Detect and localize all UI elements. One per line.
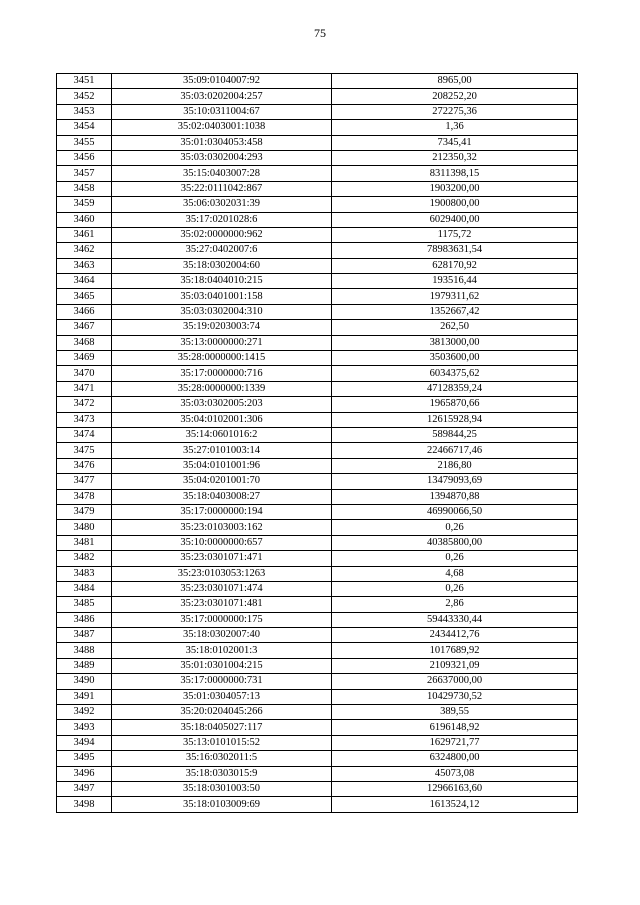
- cadastral-number-cell: 35:23:0103003:162: [112, 520, 332, 535]
- value-cell: 2109321,09: [332, 658, 578, 673]
- row-number-cell: 3474: [57, 427, 112, 442]
- table-row: [57, 581, 578, 596]
- table-row: [57, 335, 578, 350]
- value-cell: 4,68: [332, 566, 578, 581]
- value-cell: 26637000,00: [332, 674, 578, 689]
- row-number-cell: 3498: [57, 797, 112, 812]
- cadastral-number-cell: 35:27:0101003:14: [112, 443, 332, 458]
- table-row: [57, 658, 578, 673]
- cadastral-number-cell: 35:09:0104007:92: [112, 74, 332, 89]
- row-number-cell: 3479: [57, 504, 112, 519]
- value-cell: 1629721,77: [332, 735, 578, 750]
- value-cell: 47128359,24: [332, 381, 578, 396]
- table-row: [57, 351, 578, 366]
- value-cell: 8311398,15: [332, 166, 578, 181]
- table-row: [57, 304, 578, 319]
- value-cell: 628170,92: [332, 258, 578, 273]
- cadastral-number-cell: 35:18:0103009:69: [112, 797, 332, 812]
- value-cell: 208252,20: [332, 89, 578, 104]
- cadastral-number-cell: 35:17:0000000:194: [112, 504, 332, 519]
- cadastral-number-cell: 35:15:0403007:28: [112, 166, 332, 181]
- cadastral-number-cell: 35:04:0201001:70: [112, 474, 332, 489]
- value-cell: 40385800,00: [332, 535, 578, 550]
- table-row: [57, 74, 578, 89]
- value-cell: 1175,72: [332, 227, 578, 242]
- row-number-cell: 3471: [57, 381, 112, 396]
- value-cell: 3503600,00: [332, 351, 578, 366]
- row-number-cell: 3495: [57, 751, 112, 766]
- cadastral-number-cell: 35:23:0103053:1263: [112, 566, 332, 581]
- value-cell: 0,26: [332, 551, 578, 566]
- value-cell: 193516,44: [332, 274, 578, 289]
- page-number: 75: [314, 26, 326, 40]
- row-number-cell: 3484: [57, 581, 112, 596]
- table-row: [57, 258, 578, 273]
- value-cell: 1613524,12: [332, 797, 578, 812]
- table-row: [57, 458, 578, 473]
- value-cell: 1,36: [332, 120, 578, 135]
- value-cell: 6324800,00: [332, 751, 578, 766]
- cadastral-number-cell: 35:23:0301071:474: [112, 581, 332, 596]
- row-number-cell: 3496: [57, 766, 112, 781]
- value-cell: 2186,80: [332, 458, 578, 473]
- cadastral-number-cell: 35:18:0301003:50: [112, 781, 332, 796]
- table-row: [57, 751, 578, 766]
- table-row: [57, 520, 578, 535]
- value-cell: 262,50: [332, 320, 578, 335]
- table-row: [57, 566, 578, 581]
- value-cell: 389,55: [332, 705, 578, 720]
- table-row: [57, 274, 578, 289]
- row-number-cell: 3459: [57, 197, 112, 212]
- cadastral-number-cell: 35:18:0303015:9: [112, 766, 332, 781]
- table-row: [57, 227, 578, 242]
- cadastral-number-cell: 35:23:0301071:471: [112, 551, 332, 566]
- cadastral-number-cell: 35:17:0000000:175: [112, 612, 332, 627]
- table-row: [57, 474, 578, 489]
- row-number-cell: 3469: [57, 351, 112, 366]
- cadastral-number-cell: 35:17:0000000:731: [112, 674, 332, 689]
- value-cell: 212350,32: [332, 150, 578, 165]
- row-number-cell: 3473: [57, 412, 112, 427]
- cadastral-number-cell: 35:03:0202004:257: [112, 89, 332, 104]
- table-row: [57, 381, 578, 396]
- value-cell: 1965870,66: [332, 397, 578, 412]
- value-cell: 6034375,62: [332, 366, 578, 381]
- cadastral-number-cell: 35:18:0302007:40: [112, 628, 332, 643]
- cadastral-number-cell: 35:02:0403001:1038: [112, 120, 332, 135]
- cadastral-number-cell: 35:06:0302031:39: [112, 197, 332, 212]
- table-row: [57, 89, 578, 104]
- row-number-cell: 3466: [57, 304, 112, 319]
- table-row: [57, 104, 578, 119]
- value-cell: 1394870,88: [332, 489, 578, 504]
- row-number-cell: 3476: [57, 458, 112, 473]
- row-number-cell: 3456: [57, 150, 112, 165]
- value-cell: 272275,36: [332, 104, 578, 119]
- table-row: [57, 320, 578, 335]
- cadastral-number-cell: 35:17:0000000:716: [112, 366, 332, 381]
- table-row: [57, 689, 578, 704]
- row-number-cell: 3475: [57, 443, 112, 458]
- table-row: [57, 597, 578, 612]
- value-cell: 589844,25: [332, 427, 578, 442]
- cadastral-number-cell: 35:10:0311004:67: [112, 104, 332, 119]
- cadastral-number-cell: 35:18:0405027:117: [112, 720, 332, 735]
- cadastral-number-cell: 35:01:0304057:13: [112, 689, 332, 704]
- cadastral-number-cell: 35:02:0000000:962: [112, 227, 332, 242]
- value-cell: 45073,08: [332, 766, 578, 781]
- table-row: [57, 551, 578, 566]
- table-body: [57, 74, 578, 813]
- cadastral-number-cell: 35:04:0101001:96: [112, 458, 332, 473]
- value-cell: 12966163,60: [332, 781, 578, 796]
- value-cell: 2,86: [332, 597, 578, 612]
- cadastral-number-cell: 35:03:0401001:158: [112, 289, 332, 304]
- cadastral-number-cell: 35:14:0601016:2: [112, 427, 332, 442]
- value-cell: 78983631,54: [332, 243, 578, 258]
- cadastral-number-cell: 35:03:0302004:293: [112, 150, 332, 165]
- row-number-cell: 3460: [57, 212, 112, 227]
- row-number-cell: 3491: [57, 689, 112, 704]
- value-cell: 3813000,00: [332, 335, 578, 350]
- row-number-cell: 3468: [57, 335, 112, 350]
- table-row: [57, 781, 578, 796]
- row-number-cell: 3464: [57, 274, 112, 289]
- table-row: [57, 166, 578, 181]
- cadastral-number-cell: 35:20:0204045:266: [112, 705, 332, 720]
- row-number-cell: 3494: [57, 735, 112, 750]
- value-cell: 2434412,76: [332, 628, 578, 643]
- cadastral-number-cell: 35:13:0000000:271: [112, 335, 332, 350]
- row-number-cell: 3454: [57, 120, 112, 135]
- row-number-cell: 3481: [57, 535, 112, 550]
- value-cell: 0,26: [332, 581, 578, 596]
- cadastral-number-cell: 35:18:0404010:215: [112, 274, 332, 289]
- value-cell: 1979311,62: [332, 289, 578, 304]
- cadastral-number-cell: 35:01:0304053:458: [112, 135, 332, 150]
- cadastral-number-cell: 35:19:0203003:74: [112, 320, 332, 335]
- row-number-cell: 3480: [57, 520, 112, 535]
- cadastral-number-cell: 35:03:0302005:203: [112, 397, 332, 412]
- row-number-cell: 3452: [57, 89, 112, 104]
- value-cell: 1900800,00: [332, 197, 578, 212]
- table-row: [57, 797, 578, 812]
- table-row: [57, 720, 578, 735]
- table-row: [57, 243, 578, 258]
- cadastral-number-cell: 35:03:0302004:310: [112, 304, 332, 319]
- row-number-cell: 3486: [57, 612, 112, 627]
- row-number-cell: 3485: [57, 597, 112, 612]
- cadastral-number-cell: 35:22:0111042:867: [112, 181, 332, 196]
- table-row: [57, 197, 578, 212]
- row-number-cell: 3461: [57, 227, 112, 242]
- value-cell: 0,26: [332, 520, 578, 535]
- row-number-cell: 3492: [57, 705, 112, 720]
- table-row: [57, 489, 578, 504]
- row-number-cell: 3490: [57, 674, 112, 689]
- table-row: [57, 120, 578, 135]
- row-number-cell: 3487: [57, 628, 112, 643]
- table-row: [57, 674, 578, 689]
- row-number-cell: 3478: [57, 489, 112, 504]
- cadastral-number-cell: 35:04:0102001:306: [112, 412, 332, 427]
- table-row: [57, 705, 578, 720]
- table-row: [57, 612, 578, 627]
- table-row: [57, 289, 578, 304]
- row-number-cell: 3453: [57, 104, 112, 119]
- cadastral-number-cell: 35:23:0301071:481: [112, 597, 332, 612]
- row-number-cell: 3489: [57, 658, 112, 673]
- table-row: [57, 628, 578, 643]
- cadastral-number-cell: 35:16:0302011:5: [112, 751, 332, 766]
- row-number-cell: 3451: [57, 74, 112, 89]
- row-number-cell: 3482: [57, 551, 112, 566]
- table-row: [57, 366, 578, 381]
- value-cell: 1903200,00: [332, 181, 578, 196]
- row-number-cell: 3477: [57, 474, 112, 489]
- table-row: [57, 735, 578, 750]
- row-number-cell: 3472: [57, 397, 112, 412]
- row-number-cell: 3493: [57, 720, 112, 735]
- value-cell: 1352667,42: [332, 304, 578, 319]
- table-row: [57, 535, 578, 550]
- row-number-cell: 3458: [57, 181, 112, 196]
- cadastral-number-cell: 35:17:0201028:6: [112, 212, 332, 227]
- table-row: [57, 443, 578, 458]
- cadastral-value-table: [56, 73, 578, 813]
- row-number-cell: 3463: [57, 258, 112, 273]
- cadastral-number-cell: 35:13:0101015:52: [112, 735, 332, 750]
- row-number-cell: 3457: [57, 166, 112, 181]
- value-cell: 13479093,69: [332, 474, 578, 489]
- cadastral-number-cell: 35:10:0000000:657: [112, 535, 332, 550]
- value-cell: 6029400,00: [332, 212, 578, 227]
- cadastral-number-cell: 35:18:0403008:27: [112, 489, 332, 504]
- value-cell: 46990066,50: [332, 504, 578, 519]
- row-number-cell: 3470: [57, 366, 112, 381]
- row-number-cell: 3483: [57, 566, 112, 581]
- cadastral-number-cell: 35:28:0000000:1415: [112, 351, 332, 366]
- value-cell: 59443330,44: [332, 612, 578, 627]
- table-row: [57, 150, 578, 165]
- table-row: [57, 427, 578, 442]
- table-row: [57, 643, 578, 658]
- value-cell: 10429730,52: [332, 689, 578, 704]
- table-row: [57, 181, 578, 196]
- value-cell: 12615928,94: [332, 412, 578, 427]
- value-cell: 6196148,92: [332, 720, 578, 735]
- table-row: [57, 397, 578, 412]
- table-row: [57, 212, 578, 227]
- cadastral-number-cell: 35:18:0302004:60: [112, 258, 332, 273]
- table-row: [57, 412, 578, 427]
- value-cell: 22466717,46: [332, 443, 578, 458]
- row-number-cell: 3462: [57, 243, 112, 258]
- table-row: [57, 504, 578, 519]
- row-number-cell: 3497: [57, 781, 112, 796]
- value-cell: 7345,41: [332, 135, 578, 150]
- cadastral-number-cell: 35:27:0402007:6: [112, 243, 332, 258]
- table-row: [57, 766, 578, 781]
- row-number-cell: 3465: [57, 289, 112, 304]
- cadastral-number-cell: 35:01:0301004:215: [112, 658, 332, 673]
- row-number-cell: 3488: [57, 643, 112, 658]
- row-number-cell: 3455: [57, 135, 112, 150]
- table-row: [57, 135, 578, 150]
- cadastral-number-cell: 35:28:0000000:1339: [112, 381, 332, 396]
- value-cell: 8965,00: [332, 74, 578, 89]
- cadastral-number-cell: 35:18:0102001:3: [112, 643, 332, 658]
- value-cell: 1017689,92: [332, 643, 578, 658]
- row-number-cell: 3467: [57, 320, 112, 335]
